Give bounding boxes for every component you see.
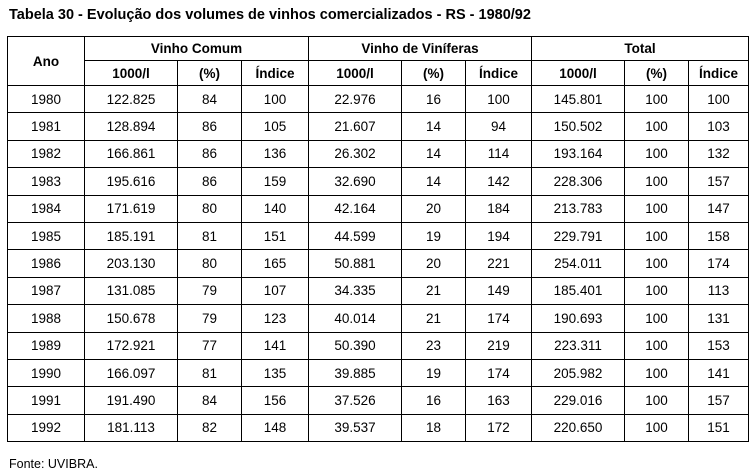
cell-year: 1987 bbox=[8, 277, 85, 304]
cell-total-percent: 100 bbox=[625, 277, 689, 304]
subheader-volume: 1000/l bbox=[532, 61, 625, 86]
cell-viniferas-percent: 20 bbox=[402, 250, 466, 277]
cell-comum-percent: 86 bbox=[178, 140, 242, 167]
cell-year: 1984 bbox=[8, 195, 85, 222]
cell-total-percent: 100 bbox=[625, 414, 689, 441]
table-row bbox=[8, 277, 749, 304]
cell-total-index: 158 bbox=[689, 222, 749, 249]
subheader-index: Índice bbox=[689, 61, 749, 86]
cell-viniferas-percent: 23 bbox=[402, 332, 466, 359]
cell-comum-index: 105 bbox=[242, 113, 309, 140]
table-row bbox=[8, 414, 749, 441]
cell-viniferas-index: 149 bbox=[466, 277, 532, 304]
cell-total-volume: 145.801 bbox=[532, 86, 625, 113]
cell-comum-percent: 84 bbox=[178, 86, 242, 113]
cell-viniferas-index: 163 bbox=[466, 387, 532, 414]
table-row bbox=[8, 168, 749, 195]
cell-viniferas-volume: 39.537 bbox=[309, 414, 402, 441]
cell-total-percent: 100 bbox=[625, 222, 689, 249]
cell-viniferas-index: 174 bbox=[466, 359, 532, 386]
table-row bbox=[8, 250, 749, 277]
cell-total-index: 174 bbox=[689, 250, 749, 277]
cell-comum-index: 140 bbox=[242, 195, 309, 222]
table-row bbox=[8, 359, 749, 386]
cell-total-volume: 254.011 bbox=[532, 250, 625, 277]
table-row bbox=[8, 222, 749, 249]
cell-comum-volume: 166.861 bbox=[85, 140, 178, 167]
table-row bbox=[8, 332, 749, 359]
cell-year: 1992 bbox=[8, 414, 85, 441]
cell-total-index: 157 bbox=[689, 168, 749, 195]
cell-viniferas-volume: 22.976 bbox=[309, 86, 402, 113]
table-row bbox=[8, 387, 749, 414]
cell-comum-percent: 86 bbox=[178, 113, 242, 140]
cell-comum-volume: 191.490 bbox=[85, 387, 178, 414]
table-row bbox=[8, 113, 749, 140]
cell-comum-volume: 171.619 bbox=[85, 195, 178, 222]
cell-comum-index: 165 bbox=[242, 250, 309, 277]
cell-comum-index: 159 bbox=[242, 168, 309, 195]
cell-total-percent: 100 bbox=[625, 168, 689, 195]
subheader-volume: 1000/l bbox=[85, 61, 178, 86]
cell-viniferas-index: 100 bbox=[466, 86, 532, 113]
cell-viniferas-percent: 18 bbox=[402, 414, 466, 441]
cell-total-index: 132 bbox=[689, 140, 749, 167]
cell-viniferas-percent: 16 bbox=[402, 86, 466, 113]
cell-total-index: 151 bbox=[689, 414, 749, 441]
cell-total-volume: 205.982 bbox=[532, 359, 625, 386]
cell-viniferas-percent: 16 bbox=[402, 387, 466, 414]
cell-comum-percent: 80 bbox=[178, 250, 242, 277]
cell-total-volume: 229.016 bbox=[532, 387, 625, 414]
header-total: Total bbox=[532, 37, 749, 61]
cell-comum-percent: 80 bbox=[178, 195, 242, 222]
table-row bbox=[8, 140, 749, 167]
cell-comum-volume: 185.191 bbox=[85, 222, 178, 249]
cell-viniferas-index: 94 bbox=[466, 113, 532, 140]
cell-comum-index: 136 bbox=[242, 140, 309, 167]
cell-comum-index: 135 bbox=[242, 359, 309, 386]
cell-viniferas-percent: 21 bbox=[402, 277, 466, 304]
cell-total-percent: 100 bbox=[625, 305, 689, 332]
table-row bbox=[8, 86, 749, 113]
subheader-percent: (%) bbox=[402, 61, 466, 86]
cell-total-index: 103 bbox=[689, 113, 749, 140]
cell-comum-index: 107 bbox=[242, 277, 309, 304]
cell-comum-index: 156 bbox=[242, 387, 309, 414]
cell-viniferas-volume: 50.390 bbox=[309, 332, 402, 359]
subheader-index: Índice bbox=[242, 61, 309, 86]
cell-viniferas-volume: 44.599 bbox=[309, 222, 402, 249]
cell-comum-percent: 86 bbox=[178, 168, 242, 195]
cell-year: 1991 bbox=[8, 387, 85, 414]
cell-viniferas-percent: 14 bbox=[402, 168, 466, 195]
cell-comum-index: 151 bbox=[242, 222, 309, 249]
cell-comum-percent: 81 bbox=[178, 359, 242, 386]
cell-comum-percent: 79 bbox=[178, 305, 242, 332]
cell-viniferas-percent: 20 bbox=[402, 195, 466, 222]
cell-total-percent: 100 bbox=[625, 387, 689, 414]
cell-viniferas-volume: 21.607 bbox=[309, 113, 402, 140]
cell-total-percent: 100 bbox=[625, 250, 689, 277]
table-body bbox=[8, 86, 749, 442]
cell-comum-volume: 131.085 bbox=[85, 277, 178, 304]
subheader-percent: (%) bbox=[625, 61, 689, 86]
cell-comum-volume: 128.894 bbox=[85, 113, 178, 140]
table-row bbox=[8, 305, 749, 332]
subheader-percent: (%) bbox=[178, 61, 242, 86]
cell-year: 1990 bbox=[8, 359, 85, 386]
cell-viniferas-index: 142 bbox=[466, 168, 532, 195]
cell-viniferas-volume: 40.014 bbox=[309, 305, 402, 332]
cell-comum-volume: 203.130 bbox=[85, 250, 178, 277]
cell-total-index: 113 bbox=[689, 277, 749, 304]
wine-volume-table bbox=[7, 36, 749, 442]
cell-comum-volume: 195.616 bbox=[85, 168, 178, 195]
cell-viniferas-volume: 26.302 bbox=[309, 140, 402, 167]
header-vinho-comum: Vinho Comum bbox=[85, 37, 309, 61]
cell-year: 1980 bbox=[8, 86, 85, 113]
cell-viniferas-index: 221 bbox=[466, 250, 532, 277]
cell-viniferas-percent: 21 bbox=[402, 305, 466, 332]
cell-viniferas-volume: 32.690 bbox=[309, 168, 402, 195]
table-title: Tabela 30 - Evolução dos volumes de vinhos comercializados - RS - 1980/92 bbox=[9, 7, 531, 23]
cell-year: 1981 bbox=[8, 113, 85, 140]
cell-total-volume: 223.311 bbox=[532, 332, 625, 359]
cell-comum-percent: 82 bbox=[178, 414, 242, 441]
cell-comum-index: 148 bbox=[242, 414, 309, 441]
cell-viniferas-index: 219 bbox=[466, 332, 532, 359]
cell-comum-percent: 77 bbox=[178, 332, 242, 359]
subheader-volume: 1000/l bbox=[309, 61, 402, 86]
cell-comum-percent: 79 bbox=[178, 277, 242, 304]
cell-year: 1986 bbox=[8, 250, 85, 277]
cell-year: 1983 bbox=[8, 168, 85, 195]
cell-total-percent: 100 bbox=[625, 113, 689, 140]
cell-viniferas-percent: 14 bbox=[402, 113, 466, 140]
cell-year: 1989 bbox=[8, 332, 85, 359]
cell-total-percent: 100 bbox=[625, 359, 689, 386]
cell-total-volume: 228.306 bbox=[532, 168, 625, 195]
cell-viniferas-percent: 14 bbox=[402, 140, 466, 167]
cell-viniferas-volume: 34.335 bbox=[309, 277, 402, 304]
cell-total-index: 131 bbox=[689, 305, 749, 332]
cell-year: 1988 bbox=[8, 305, 85, 332]
cell-comum-volume: 172.921 bbox=[85, 332, 178, 359]
subheader-index: Índice bbox=[466, 61, 532, 86]
cell-comum-volume: 166.097 bbox=[85, 359, 178, 386]
cell-year: 1985 bbox=[8, 222, 85, 249]
cell-total-percent: 100 bbox=[625, 332, 689, 359]
cell-viniferas-index: 114 bbox=[466, 140, 532, 167]
cell-total-index: 100 bbox=[689, 86, 749, 113]
cell-viniferas-volume: 37.526 bbox=[309, 387, 402, 414]
cell-total-volume: 213.783 bbox=[532, 195, 625, 222]
cell-viniferas-index: 194 bbox=[466, 222, 532, 249]
cell-comum-percent: 81 bbox=[178, 222, 242, 249]
cell-total-percent: 100 bbox=[625, 140, 689, 167]
header-vinho-viniferas: Vinho de Viníferas bbox=[309, 37, 532, 61]
cell-total-percent: 100 bbox=[625, 195, 689, 222]
cell-comum-volume: 122.825 bbox=[85, 86, 178, 113]
cell-year: 1982 bbox=[8, 140, 85, 167]
cell-total-volume: 190.693 bbox=[532, 305, 625, 332]
cell-total-volume: 220.650 bbox=[532, 414, 625, 441]
cell-comum-volume: 150.678 bbox=[85, 305, 178, 332]
table-row bbox=[8, 195, 749, 222]
cell-viniferas-index: 172 bbox=[466, 414, 532, 441]
cell-viniferas-percent: 19 bbox=[402, 222, 466, 249]
cell-comum-volume: 181.113 bbox=[85, 414, 178, 441]
header-ano: Ano bbox=[8, 37, 85, 86]
cell-comum-index: 100 bbox=[242, 86, 309, 113]
cell-total-volume: 193.164 bbox=[532, 140, 625, 167]
cell-total-index: 141 bbox=[689, 359, 749, 386]
cell-viniferas-volume: 50.881 bbox=[309, 250, 402, 277]
cell-comum-percent: 84 bbox=[178, 387, 242, 414]
cell-viniferas-index: 184 bbox=[466, 195, 532, 222]
cell-total-index: 153 bbox=[689, 332, 749, 359]
cell-viniferas-volume: 42.164 bbox=[309, 195, 402, 222]
cell-total-volume: 150.502 bbox=[532, 113, 625, 140]
cell-comum-index: 123 bbox=[242, 305, 309, 332]
cell-total-index: 157 bbox=[689, 387, 749, 414]
cell-total-volume: 185.401 bbox=[532, 277, 625, 304]
cell-total-percent: 100 bbox=[625, 86, 689, 113]
cell-viniferas-volume: 39.885 bbox=[309, 359, 402, 386]
source-note: Fonte: UVIBRA. bbox=[9, 457, 98, 471]
cell-total-index: 147 bbox=[689, 195, 749, 222]
cell-viniferas-index: 174 bbox=[466, 305, 532, 332]
cell-comum-index: 141 bbox=[242, 332, 309, 359]
cell-total-volume: 229.791 bbox=[532, 222, 625, 249]
cell-viniferas-percent: 19 bbox=[402, 359, 466, 386]
